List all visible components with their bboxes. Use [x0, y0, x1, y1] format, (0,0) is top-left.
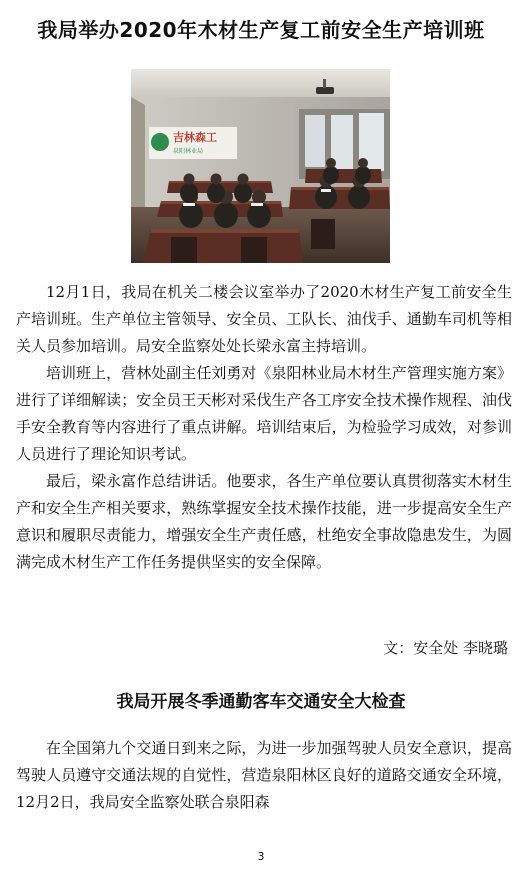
page-number: 3: [257, 850, 265, 863]
photo-sign-text: 吉林森工: [173, 131, 217, 144]
paragraph: 12月1日，我局在机关二楼会议室举办了2020木材生产复工前安全生产培训班。生产单位主管领导、安全员、工队长、油伐手、通勤车司机等相关人员参加培训。局安全监察处处长梁永富主持培训。: [16, 283, 512, 355]
article-title: 我局开展冬季通勤客车交通安全大检查: [116, 692, 406, 712]
article-body: [16, 279, 512, 576]
article-body: [16, 735, 512, 816]
paragraph: 在全国第九个交通日到来之际，为进一步加强驾驶人员安全意识，提高驾驶人员遵守交通法规的自觉性，营造泉阳林区良好的道路交通安全环境，12月2日，我局安全监察处联合泉阳森: [16, 739, 512, 811]
paragraph: 最后，梁永富作总结讲话。他要求，各生产单位要认真贯彻落实木材生产和安全生产相关要求，熟练掌握安全技术操作技能，进一步提高安全生产意识和履职尽责能力，增强安全生产责任感，杜绝安全事故隐患发生，为圆满完成木材生产工作任务提供坚实的安全保障。: [16, 472, 512, 571]
article-title: 我局举办2020年木材生产复工前安全生产培训班: [37, 18, 485, 42]
paragraph: 培训班上，营林处副主任刘勇对《泉阳林业局木材生产管理实施方案》进行了详细解读；安全员王天彬对采伐生产各工序安全技术操作规程、油伐手安全教育等内容进行了重点讲解。培训结束后，为检验学习成效，对参训人员进行了理论知识考试。: [16, 364, 512, 463]
meeting-photo: [131, 69, 390, 263]
article-byline: 文：安全处 李晓璐: [383, 639, 508, 657]
photo-sign-subtext: 泉阳林业局: [173, 148, 204, 155]
